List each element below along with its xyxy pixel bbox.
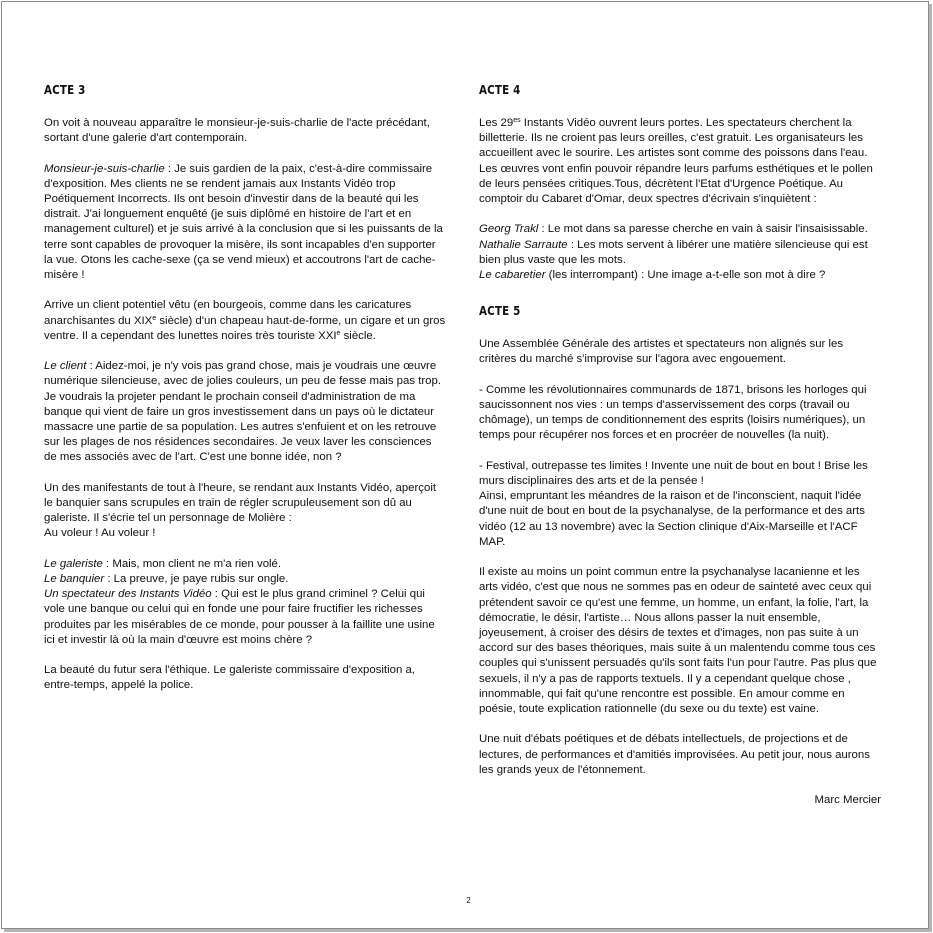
text-segment: Arrive un client potentiel vêtu (en bourgeois, comme dans les caricatures anarchisantes du XIX — [44, 299, 412, 327]
acte-5-paragraph-1: Une Assemblée Générale des artistes et spectateurs non alignés sur les critères du marché s'improvise sur l'agora avec engouement. — [479, 338, 844, 366]
acte-5-paragraph-2: - Comme les révolutionnaires communards de 1871, brisons les horloges qui saucissonnent nos vies : un temps d'asservissement des corps (travail ou chômage), un temps de conditionnement des esprits (loisirs numériques), un temps pour récupérer nos forces et en procréer de nouvelles (la nuit). — [479, 383, 867, 442]
dialogue-line — [479, 222, 881, 237]
acte-5-paragraph-5: Une nuit d'ébats poétiques et de débats intellectuels, de projections et de lectures, de performances et d'amitiés improvisées. Au petit jour, nous aurons les grands yeux de l'étonnement. — [479, 733, 870, 776]
acte-5-paragraph-3 — [479, 459, 881, 550]
acte-3-paragraph-1: On voit à nouveau apparaître le monsieur-je-suis-charlie de l'acte précédant, sortant d'une galerie d'art contemporain. — [44, 117, 430, 145]
acte-3-paragraph-7: La beauté du futur sera l'éthique. Le galeriste commissaire d'exposition a, entre-temps, appelé la police. — [44, 664, 415, 692]
narration-line: - Festival, outrepasse tes limites ! Invente une nuit de bout en bout ! Brise les murs disciplinaires des arts et de la pensée ! — [479, 459, 868, 488]
speech-text: : Mais, mon client ne m'a rien volé. — [102, 557, 282, 570]
speech-text: : Le mot dans sa paresse cherche en vain à saisir l'insaisissable. — [538, 223, 868, 236]
left-column — [44, 82, 446, 709]
speaker-name: Le client — [44, 360, 87, 373]
superscript: es — [513, 117, 521, 124]
speaker-name: Nathalie Sarraute — [479, 238, 568, 251]
narration-line: Au voleur ! Au voleur ! — [44, 527, 156, 540]
acte-3-paragraph-4 — [44, 359, 446, 465]
speech-text: (les interrompant) : Une image a-t-elle son mot à dire ? — [545, 269, 826, 282]
text-segment: Les 29 — [479, 117, 514, 129]
right-column — [479, 82, 881, 824]
speech-text: : Je suis gardien de la paix, c'est-à-dire commissaire d'exposition. Mes clients ne se rendent jamais aux Instants Vidéo trop Poétiquement Incorrects. Ils ont besoin d'investir dans de la beauté qui les distrait. J'ai longuement enquêté (je suis diplômé en histoire de l'art et en management culturel) et je suis arrivé à la conclusion que si les puissants de la terre sont capables de provoquer la misère, ils sont incapables d'en supporter la vue. Otons les cache-sexe (ça se vend mieux) et accoutrons l'art de cache-misère ! — [44, 162, 443, 282]
dialogue-line — [479, 238, 881, 268]
acte-4-paragraph-1 — [479, 116, 881, 207]
author-signature: Marc Mercier — [814, 794, 881, 807]
speaker-name: Le banquier — [44, 573, 105, 586]
superscript: e — [336, 329, 341, 337]
speech-text: : Aidez-moi, je n'y vois pas grand chose, mais je voudrais une œuvre numérique silencieuse, avec de jolies couleurs, un peu de fesse mais pas trop. Je voudrais la projeter pendant le prochain conseil d'administration de ma banque qui vient de faire un gros investissement dans un pays où le dictateur massacre une partie de sa population. Les autres s'enfuient et on les retrouve sur les plages de nos résidences secondaires. Je veux laver les consciences de mes associés avec de l'art. C'est une bonne idée, non ? — [44, 360, 441, 464]
speech-text: : La preuve, je paye rubis sur ongle. — [104, 573, 289, 586]
document-page — [1, 1, 929, 929]
acte-5-heading: ACTE 5 — [479, 304, 521, 319]
acte-3-heading: ACTE 3 — [44, 83, 86, 97]
narration-line: Un des manifestants de tout à l'heure, se rendant aux Instants Vidéo, aperçoit le banquier sans scrupules en train de régler scrupuleusement son dû au galeriste. Il s'écrie tel un personnage de Molière : — [44, 481, 437, 525]
superscript: e — [152, 314, 157, 322]
page-number: 2 — [466, 896, 471, 905]
text-segment: siècle. — [340, 329, 376, 342]
dialogue-line — [44, 587, 446, 648]
acte-3-paragraph-2 — [44, 162, 446, 284]
acte-4-heading: ACTE 4 — [479, 83, 521, 97]
speech-text: : Qui est le plus grand criminel ? Celui qui vole une banque ou celui qui en fonde une pour faire fructifier les richesses produites par les misérables de ce monde, pour pousser à la faillite une usine ici et investir là où la main d'œuvre est moins chère ? — [44, 588, 435, 646]
speaker-name: Georg Trakl — [479, 223, 539, 236]
speaker-name: Le galeriste — [44, 557, 103, 570]
acte-3-paragraph-3 — [44, 298, 446, 344]
speaker-name: Un spectateur des Instants Vidéo — [44, 588, 212, 601]
speech-text: : Les mots servent à libérer une matière silencieuse qui est bien plus vaste que les mots. — [479, 238, 868, 266]
acte-5-paragraph-4: Il existe au moins un point commun entre la psychanalyse lacanienne et les arts vidéo, c'est que nous ne sommes pas en odeur de sainteté avec ceux qui prétendent savoir ce qu'est une femme, un homme, un enfant, la folie, l'art, la démocratie, le désir, l'artiste… Nous allons passer la nuit ensemble, joyeusement, à croiser des désirs de textes et d'images, non pas suite à un accord sur des bases théoriques, mais suite à un malentendu comme tous ces couples qui s'unissent persuadés qu'ils sont faits l'un pour l'autre. Pas plus que sexuels, il n'y a pas de rapports textuels. Il y a cependant quelque chose , innommable, qui fait qu'une rencontre est possible. En amour comme en poésie, toute explication rationnelle (du sexe ou du texte) est vaine. — [479, 566, 877, 716]
dialogue-line — [44, 557, 446, 572]
narration-line: Ainsi, empruntant les méandres de la raison et de l'inconscient, naquit l'idée d'une nuit de bout en bout de la psychanalyse, de la performance et des arts vidéo (12 au 13 novembre) avec la Section clinique d'Aix-Marseille et l'ACF MAP. — [479, 490, 865, 548]
dialogue-line — [44, 572, 446, 587]
text-segment: siècle) d'un chapeau haut-de-forme, un cigare et un gros ventre. Il a cependant des lunettes noires très touriste XXI — [44, 314, 446, 342]
acte-3-dialogue — [44, 557, 446, 648]
speaker-name: Monsieur-je-suis-charlie — [44, 162, 165, 175]
dialogue-line — [479, 268, 881, 283]
acte-3-paragraph-5 — [44, 481, 446, 542]
text-segment: Instants Vidéo ouvrent leurs portes. Les spectateurs cherchent la billetterie. Ils ne croient pas leurs oreilles, c'est gratuit. Les organisateurs les accueillent avec le sourire. Les artistes sont comme des poissons dans l'eau. Les œuvres vont enfin pouvoir répandre leurs parfums esthétiques et le pollen de leurs pensées critiques.Tous, décrètent l'Etat d'Urgence Poétique. Au comptoir du Cabaret d'Omar, deux spectres d'écrivain s'inquiètent : — [479, 117, 873, 206]
acte-4-dialogue — [479, 222, 881, 283]
speaker-name: Le cabaretier — [479, 269, 546, 282]
